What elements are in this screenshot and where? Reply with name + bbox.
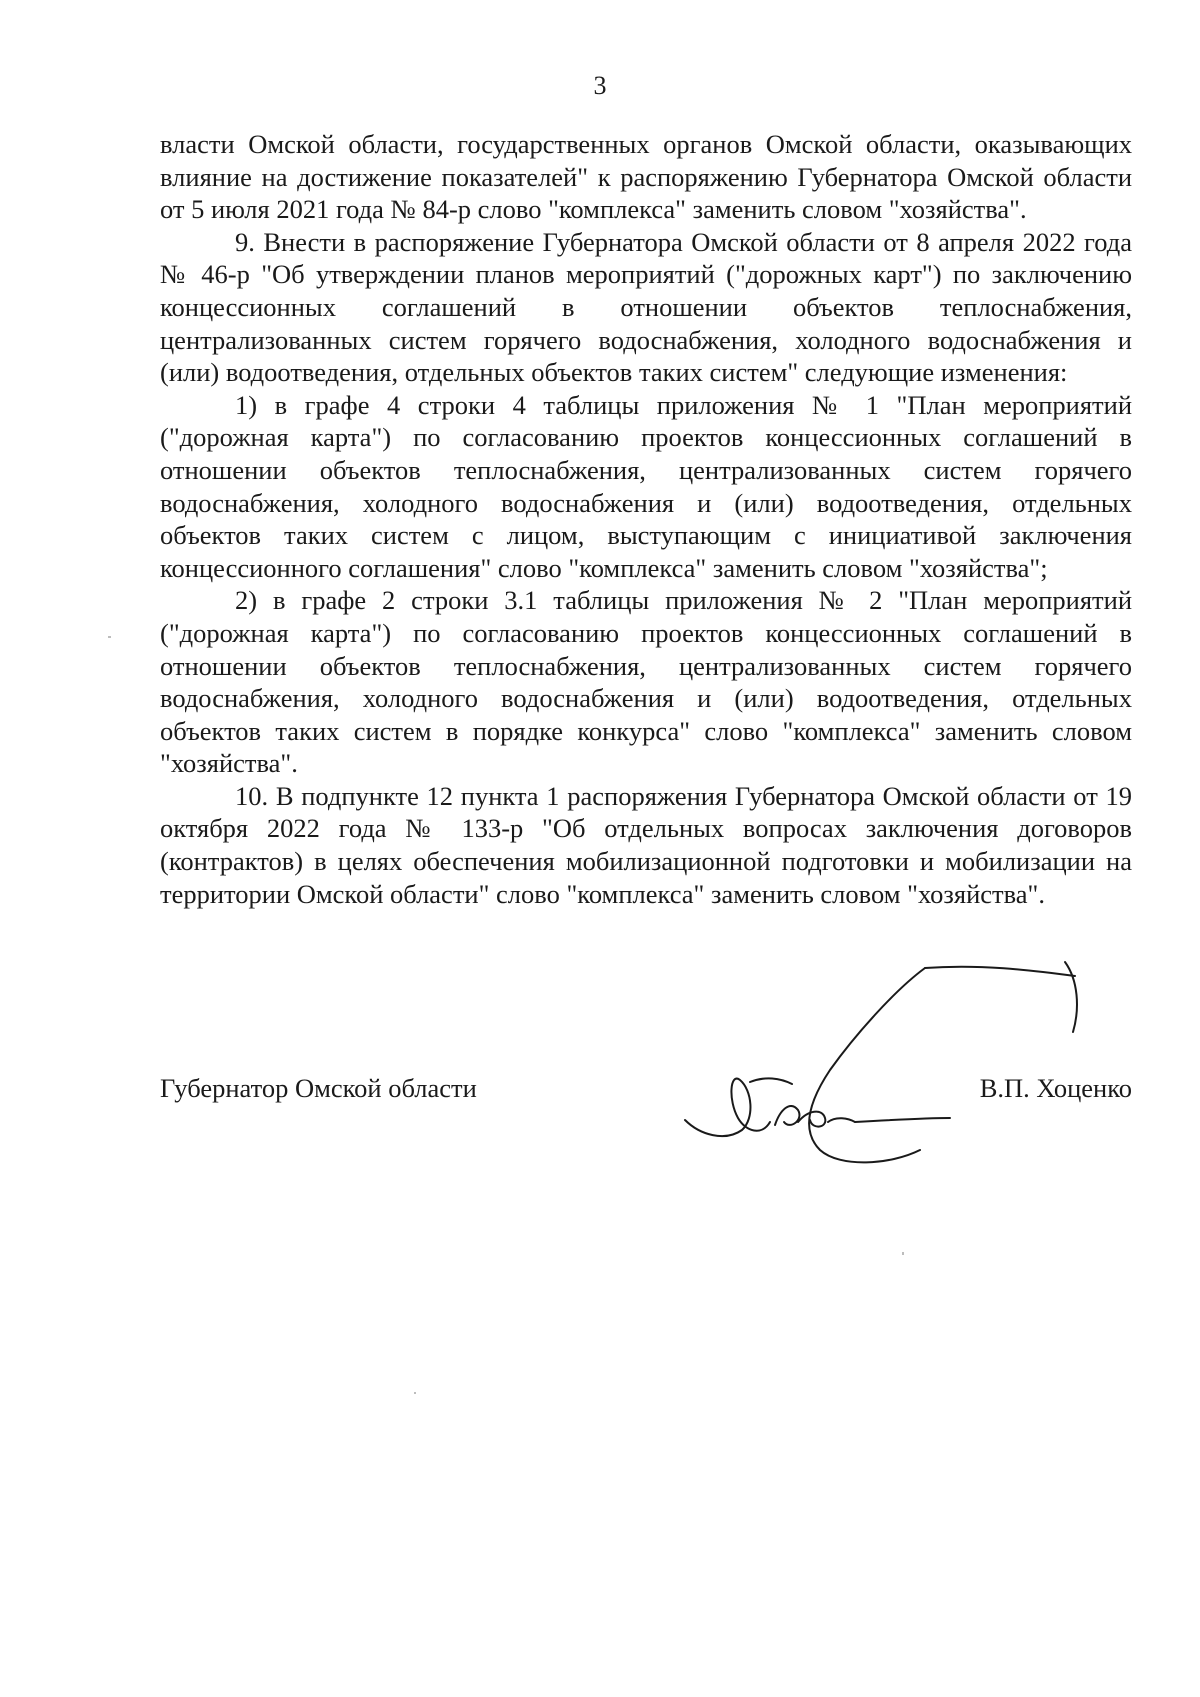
paragraph-item-10: 10. В подпункте 12 пункта 1 распоряжения Губернатора Омской области от 19 октября 2022 года № 133-р "Об отдельных вопросах заключения договоров (контрактов) в целях обеспечения мобилизационной подготовки и мобилизации на территории Омской области" слово "комплекса" заменить словом "хозяйства".	[160, 780, 1132, 909]
scan-speck	[902, 1252, 904, 1255]
page-number: 3	[593, 71, 607, 100]
paragraph-subitem-1: 1) в графе 4 строки 4 таблицы приложения № 1 "План мероприятий ("дорожная карта") по согласованию проектов концессионных соглашений в отношении объектов теплоснабжения, централизованных систем горячего водоснабжения, холодного водоснабжения и (или) водоотведения, отдельных объектов таких систем с лицом, выступающим с инициативой заключения концессионного соглашения" слово "комплекса" заменить словом "хозяйства";	[160, 389, 1132, 583]
signatory-name: В.П. Хоценко	[979, 1073, 1132, 1103]
signatory-title: Губернатор Омской области	[160, 1073, 477, 1103]
paragraph-continuation: власти Омской области, государственных органов Омской области, оказывающих влияние на достижение показателей" к распоряжению Губернатора Омской области от 5 июля 2021 года № 84-р слово "комплекса" заменить словом "хозяйства".	[160, 129, 1132, 225]
scan-speck	[414, 1392, 416, 1394]
document-body	[160, 128, 1132, 910]
scan-speck	[108, 636, 111, 638]
paragraph-item-9: 9. Внести в распоряжение Губернатора Омской области от 8 апреля 2022 года № 46-р "Об утверждении планов мероприятий ("дорожных карт") по заключению концессионных соглашений в отношении объектов теплоснабжения, централизованных систем горячего водоснабжения, холодного водоснабжения и (или) водоотведения, отдельных объектов таких систем" следующие изменения:	[160, 226, 1132, 388]
handwritten-signature	[680, 950, 1100, 1180]
paragraph-subitem-2: 2) в графе 2 строки 3.1 таблицы приложения № 2 "План мероприятий ("дорожная карта") по согласованию проектов концессионных соглашений в отношении объектов теплоснабжения, централизованных систем горячего водоснабжения, холодного водоснабжения и (или) водоотведения, отдельных объектов таких систем в порядке конкурса" слово "комплекса" заменить словом "хозяйства".	[160, 585, 1132, 779]
